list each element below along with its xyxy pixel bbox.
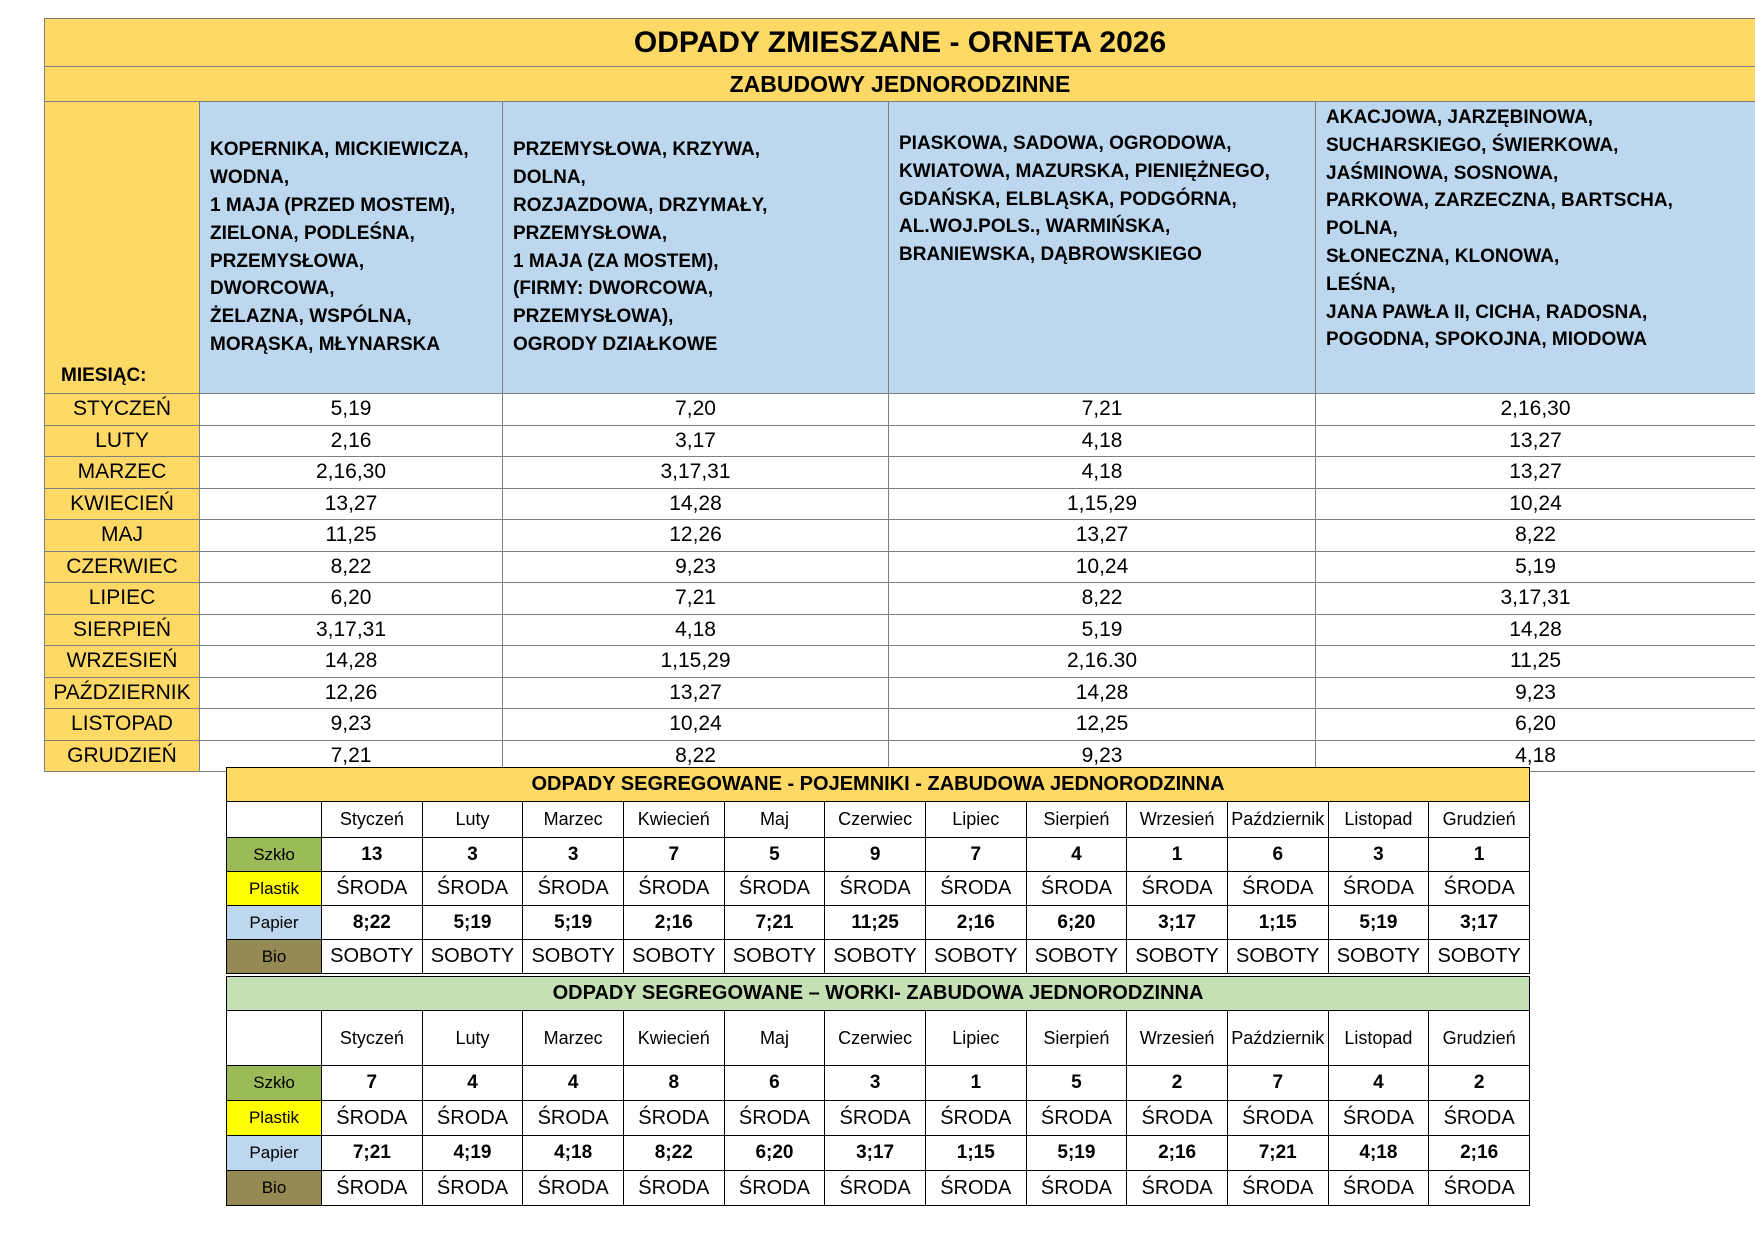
collection-dates-cell: 8,22 (503, 740, 889, 772)
collection-day-cell: ŚRODA (925, 1171, 1026, 1206)
street-line: ŻELAZNA, WSPÓLNA, (210, 306, 412, 328)
collection-day-cell: 2 (1127, 1066, 1228, 1101)
collection-day-cell: ŚRODA (724, 872, 825, 906)
collection-dates-cell: 12,25 (889, 709, 1316, 741)
month-row (45, 583, 1755, 615)
collection-day-cell: ŚRODA (322, 1171, 423, 1206)
mixed-waste-schedule-table (44, 18, 1755, 772)
collection-day-cell: 4;18 (1328, 1136, 1429, 1171)
collection-day-cell: 4 (422, 1066, 523, 1101)
month-row (45, 646, 1755, 678)
street-line: ZIELONA, PODLEŚNA, (210, 222, 415, 244)
collection-dates-cell: 3,17 (503, 425, 889, 457)
street-line: WODNA, (210, 167, 290, 189)
month-name: CZERWIEC (45, 551, 200, 583)
collection-day-cell: ŚRODA (422, 1101, 523, 1136)
street-line: PRZEMYSŁOWA, (210, 250, 365, 272)
collection-dates-cell: 9,23 (889, 740, 1316, 772)
collection-dates-cell: 13,27 (889, 520, 1316, 552)
collection-dates-cell: 5,19 (1316, 551, 1755, 583)
collection-day-cell: 6 (1227, 838, 1328, 872)
collection-day-cell: ŚRODA (1026, 1101, 1127, 1136)
collection-day-cell: ŚRODA (1127, 1171, 1228, 1206)
collection-dates-cell: 1,15,29 (889, 488, 1316, 520)
street-line: OGRODY DZIAŁKOWE (513, 333, 718, 355)
month-row (45, 677, 1755, 709)
collection-day-cell: 6;20 (724, 1136, 825, 1171)
month-row (45, 520, 1755, 552)
collection-dates-cell: 8,22 (200, 551, 503, 583)
collection-day-cell: 2 (1429, 1066, 1530, 1101)
month-row (45, 457, 1755, 489)
collection-day-cell: 7 (322, 1066, 423, 1101)
month-row (45, 709, 1755, 741)
collection-day-cell: SOBOTY (825, 940, 926, 974)
waste-type-label: Papier (227, 906, 322, 940)
collection-day-cell: ŚRODA (523, 872, 624, 906)
month-header: Lipiec (925, 1011, 1026, 1066)
collection-day-cell: 3 (1328, 838, 1429, 872)
collection-day-cell: 1;15 (1227, 906, 1328, 940)
collection-day-cell: 7;21 (724, 906, 825, 940)
collection-day-cell: ŚRODA (1429, 1101, 1530, 1136)
waste-type-label: Papier (227, 1136, 322, 1171)
collection-day-cell: SOBOTY (1429, 940, 1530, 974)
collection-day-cell: ŚRODA (1026, 872, 1127, 906)
street-line: DOLNA, (513, 167, 586, 189)
collection-dates-cell: 10,24 (1316, 488, 1755, 520)
collection-day-cell: ŚRODA (322, 1101, 423, 1136)
collection-day-cell: 6 (724, 1066, 825, 1101)
collection-day-cell: 4;18 (523, 1136, 624, 1171)
segregated-containers-title: ODPADY SEGREGOWANE - POJEMNIKI - ZABUDOWA JEDNORODZINNA (227, 768, 1530, 802)
streets-column-3 (889, 102, 1316, 394)
collection-dates-cell: 12,26 (200, 677, 503, 709)
collection-day-cell: SOBOTY (1026, 940, 1127, 974)
collection-day-cell: ŚRODA (422, 872, 523, 906)
collection-day-cell: ŚRODA (1227, 1171, 1328, 1206)
collection-day-cell: 8;22 (322, 906, 423, 940)
collection-day-cell: 4 (523, 1066, 624, 1101)
month-name: MARZEC (45, 457, 200, 489)
street-line: 1 MAJA (PRZED MOSTEM), (210, 194, 456, 216)
collection-dates-cell: 9,23 (503, 551, 889, 583)
collection-dates-cell: 5,19 (889, 614, 1316, 646)
collection-day-cell: 2;16 (1127, 1136, 1228, 1171)
segregated-containers-table (226, 767, 1530, 974)
collection-day-cell: ŚRODA (1127, 872, 1228, 906)
month-header: Grudzień (1429, 802, 1530, 838)
month-column-header: MIESIĄC: (45, 102, 200, 394)
collection-day-cell: ŚRODA (825, 872, 926, 906)
waste-type-row (227, 1066, 1530, 1101)
collection-dates-cell: 7,21 (889, 394, 1316, 426)
waste-type-label: Szkło (227, 838, 322, 872)
street-line: POGODNA, SPOKOJNA, MIODOWA (1326, 329, 1647, 351)
street-line: DWORCOWA, (210, 278, 335, 300)
collection-day-cell: ŚRODA (1429, 1171, 1530, 1206)
collection-day-cell: 2;16 (925, 906, 1026, 940)
collection-dates-cell: 11,25 (1316, 646, 1755, 678)
streets-column-2 (503, 102, 889, 394)
collection-day-cell: ŚRODA (623, 872, 724, 906)
collection-day-cell: 2;16 (1429, 1136, 1530, 1171)
waste-type-label: Szkło (227, 1066, 322, 1101)
month-header: Czerwiec (825, 1011, 926, 1066)
waste-type-row (227, 940, 1530, 974)
street-line: JAŚMINOWA, SOSNOWA, (1326, 162, 1559, 184)
collection-day-cell: ŚRODA (1227, 872, 1328, 906)
collection-day-cell: 4;19 (422, 1136, 523, 1171)
collection-day-cell: SOBOTY (422, 940, 523, 974)
page-title: ODPADY ZMIESZANE - ORNETA 2026 (45, 19, 1755, 67)
collection-dates-cell: 6,20 (1316, 709, 1755, 741)
month-name: PAŹDZIERNIK (45, 677, 200, 709)
collection-dates-cell: 3,17,31 (1316, 583, 1755, 615)
collection-dates-cell: 6,20 (200, 583, 503, 615)
collection-day-cell: ŚRODA (825, 1101, 926, 1136)
month-name: GRUDZIEŃ (45, 740, 200, 772)
collection-day-cell: 13 (322, 838, 423, 872)
collection-dates-cell: 13,27 (503, 677, 889, 709)
month-row (45, 551, 1755, 583)
collection-dates-cell: 7,21 (200, 740, 503, 772)
collection-dates-cell: 2,16,30 (1316, 394, 1755, 426)
month-header: Październik (1227, 802, 1328, 838)
collection-dates-cell: 10,24 (503, 709, 889, 741)
street-line: (FIRMY: DWORCOWA, (513, 278, 714, 300)
collection-dates-cell: 5,19 (200, 394, 503, 426)
month-header: Listopad (1328, 1011, 1429, 1066)
collection-day-cell: ŚRODA (322, 872, 423, 906)
collection-day-cell: 7 (925, 838, 1026, 872)
collection-day-cell: 9 (825, 838, 926, 872)
street-line: GDAŃSKA, ELBLĄSKA, PODGÓRNA, (899, 188, 1237, 210)
month-header: Luty (422, 802, 523, 838)
collection-day-cell: 4 (1328, 1066, 1429, 1101)
street-line: JANA PAWŁA II, CICHA, RADOSNA, (1326, 301, 1648, 323)
month-row (45, 425, 1755, 457)
month-header: Maj (724, 802, 825, 838)
blank-header-cell (227, 1011, 322, 1066)
street-line: ROZJAZDOWA, DRZYMAŁY, (513, 194, 768, 216)
month-name: WRZESIEŃ (45, 646, 200, 678)
collection-day-cell: ŚRODA (1328, 1101, 1429, 1136)
month-header: Kwiecień (623, 802, 724, 838)
collection-day-cell: 3;17 (1429, 906, 1530, 940)
collection-day-cell: ŚRODA (1026, 1171, 1127, 1206)
month-header: Styczeń (322, 802, 423, 838)
collection-dates-cell: 9,23 (200, 709, 503, 741)
month-header: Listopad (1328, 802, 1429, 838)
collection-day-cell: ŚRODA (1127, 1101, 1228, 1136)
collection-day-cell: SOBOTY (1328, 940, 1429, 974)
street-line: PRZEMYSŁOWA, KRZYWA, (513, 139, 760, 161)
month-name: MAJ (45, 520, 200, 552)
collection-day-cell: 3 (825, 1066, 926, 1101)
collection-day-cell: 3 (523, 838, 624, 872)
collection-dates-cell: 14,28 (889, 677, 1316, 709)
collection-day-cell: 3;17 (825, 1136, 926, 1171)
collection-day-cell: 5 (724, 838, 825, 872)
collection-dates-cell: 2,16 (200, 425, 503, 457)
collection-dates-cell: 13,27 (200, 488, 503, 520)
collection-dates-cell: 8,22 (1316, 520, 1755, 552)
collection-dates-cell: 7,21 (503, 583, 889, 615)
month-header: Luty (422, 1011, 523, 1066)
month-header: Wrzesień (1127, 1011, 1228, 1066)
street-line: KWIATOWA, MAZURSKA, PIENIĘŻNEGO, (899, 160, 1270, 182)
month-row (45, 394, 1755, 426)
month-row (45, 488, 1755, 520)
collection-day-cell: 11;25 (825, 906, 926, 940)
month-header: Maj (724, 1011, 825, 1066)
collection-day-cell: 7;21 (322, 1136, 423, 1171)
waste-type-row (227, 1136, 1530, 1171)
waste-type-label: Bio (227, 1171, 322, 1206)
collection-day-cell: 2;16 (623, 906, 724, 940)
collection-dates-cell: 3,17,31 (200, 614, 503, 646)
street-line: SŁONECZNA, KLONOWA, (1326, 245, 1560, 267)
collection-dates-cell: 4,18 (1316, 740, 1755, 772)
street-line: PARKOWA, ZARZECZNA, BARTSCHA, (1326, 190, 1673, 212)
month-row (45, 614, 1755, 646)
waste-type-row (227, 838, 1530, 872)
collection-day-cell: SOBOTY (523, 940, 624, 974)
street-line: PRZEMYSŁOWA, (513, 222, 668, 244)
month-header: Sierpień (1026, 1011, 1127, 1066)
collection-day-cell: SOBOTY (1227, 940, 1328, 974)
collection-day-cell: 5;19 (422, 906, 523, 940)
month-header: Kwiecień (623, 1011, 724, 1066)
collection-dates-cell: 4,18 (503, 614, 889, 646)
collection-day-cell: SOBOTY (1127, 940, 1228, 974)
month-header: Wrzesień (1127, 802, 1228, 838)
waste-type-label: Plastik (227, 872, 322, 906)
collection-day-cell: 1 (1429, 838, 1530, 872)
collection-dates-cell: 11,25 (200, 520, 503, 552)
collection-day-cell: 4 (1026, 838, 1127, 872)
collection-day-cell: 5 (1026, 1066, 1127, 1101)
collection-day-cell: 7 (1227, 1066, 1328, 1101)
collection-day-cell: ŚRODA (1429, 872, 1530, 906)
month-header: Sierpień (1026, 802, 1127, 838)
collection-day-cell: ŚRODA (724, 1101, 825, 1136)
collection-dates-cell: 8,22 (889, 583, 1316, 615)
collection-day-cell: ŚRODA (523, 1101, 624, 1136)
collection-dates-cell: 9,23 (1316, 677, 1755, 709)
collection-dates-cell: 7,20 (503, 394, 889, 426)
collection-dates-cell: 13,27 (1316, 425, 1755, 457)
collection-day-cell: 5;19 (1328, 906, 1429, 940)
collection-day-cell: 3;17 (1127, 906, 1228, 940)
month-header: Październik (1227, 1011, 1328, 1066)
collection-dates-cell: 13,27 (1316, 457, 1755, 489)
month-name: LIPIEC (45, 583, 200, 615)
collection-day-cell: 1 (925, 1066, 1026, 1101)
collection-dates-cell: 4,18 (889, 425, 1316, 457)
collection-dates-cell: 14,28 (200, 646, 503, 678)
month-name: LISTOPAD (45, 709, 200, 741)
month-name: SIERPIEŃ (45, 614, 200, 646)
street-line: POLNA, (1326, 218, 1398, 240)
collection-dates-cell: 14,28 (1316, 614, 1755, 646)
collection-day-cell: ŚRODA (825, 1171, 926, 1206)
month-header-row (227, 1011, 1530, 1066)
collection-day-cell: ŚRODA (724, 1171, 825, 1206)
page-subtitle: ZABUDOWY JEDNORODZINNE (45, 67, 1755, 102)
month-header: Lipiec (925, 802, 1026, 838)
waste-type-row (227, 872, 1530, 906)
collection-day-cell: 1 (1127, 838, 1228, 872)
collection-day-cell: 8 (623, 1066, 724, 1101)
street-line: PIASKOWA, SADOWA, OGRODOWA, (899, 133, 1232, 154)
collection-day-cell: SOBOTY (322, 940, 423, 974)
month-header: Grudzień (1429, 1011, 1530, 1066)
collection-day-cell: 5;19 (1026, 1136, 1127, 1171)
collection-dates-cell: 12,26 (503, 520, 889, 552)
waste-type-label: Plastik (227, 1101, 322, 1136)
collection-dates-cell: 2,16,30 (200, 457, 503, 489)
street-line: LEŚNA, (1326, 273, 1396, 295)
collection-dates-cell: 4,18 (889, 457, 1316, 489)
collection-day-cell: ŚRODA (623, 1171, 724, 1206)
collection-day-cell: ŚRODA (1328, 1171, 1429, 1206)
collection-day-cell: ŚRODA (523, 1171, 624, 1206)
collection-day-cell: 6;20 (1026, 906, 1127, 940)
collection-day-cell: ŚRODA (623, 1101, 724, 1136)
streets-column-4 (1316, 102, 1755, 394)
collection-day-cell: SOBOTY (925, 940, 1026, 974)
collection-day-cell: ŚRODA (1328, 872, 1429, 906)
collection-day-cell: SOBOTY (724, 940, 825, 974)
segregated-bags-table (226, 976, 1530, 1206)
collection-dates-cell: 3,17,31 (503, 457, 889, 489)
month-name: LUTY (45, 425, 200, 457)
street-line: KOPERNIKA, MICKIEWICZA, (210, 139, 469, 161)
collection-dates-cell: 2,16.30 (889, 646, 1316, 678)
collection-dates-cell: 1,15,29 (503, 646, 889, 678)
month-header-row (227, 802, 1530, 838)
street-line: SUCHARSKIEGO, ŚWIERKOWA, (1326, 134, 1619, 156)
waste-type-label: Bio (227, 940, 322, 974)
month-header: Marzec (523, 802, 624, 838)
collection-dates-cell: 10,24 (889, 551, 1316, 583)
blank-header-cell (227, 802, 322, 838)
street-line: AKACJOWA, JARZĘBINOWA, (1326, 107, 1594, 128)
month-name: STYCZEŃ (45, 394, 200, 426)
street-line: 1 MAJA (ZA MOSTEM), (513, 250, 719, 272)
streets-column-1 (200, 102, 503, 394)
segregated-bags-title: ODPADY SEGREGOWANE – WORKI- ZABUDOWA JEDNORODZINNA (227, 977, 1530, 1011)
collection-day-cell: ŚRODA (925, 1101, 1026, 1136)
street-line: PRZEMYSŁOWA), (513, 306, 674, 328)
waste-type-row (227, 906, 1530, 940)
collection-day-cell: SOBOTY (623, 940, 724, 974)
collection-day-cell: ŚRODA (1227, 1101, 1328, 1136)
waste-type-row (227, 1171, 1530, 1206)
month-name: KWIECIEŃ (45, 488, 200, 520)
month-header: Marzec (523, 1011, 624, 1066)
collection-day-cell: 7;21 (1227, 1136, 1328, 1171)
collection-day-cell: 7 (623, 838, 724, 872)
collection-day-cell: 8;22 (623, 1136, 724, 1171)
street-line: AL.WOJ.POLS., WARMIŃSKA, (899, 216, 1171, 238)
collection-day-cell: ŚRODA (925, 872, 1026, 906)
month-header: Styczeń (322, 1011, 423, 1066)
month-header: Czerwiec (825, 802, 926, 838)
collection-day-cell: 1;15 (925, 1136, 1026, 1171)
street-line: MORĄSKA, MŁYNARSKA (210, 333, 441, 355)
waste-type-row (227, 1101, 1530, 1136)
collection-day-cell: 5;19 (523, 906, 624, 940)
collection-dates-cell: 14,28 (503, 488, 889, 520)
collection-day-cell: 3 (422, 838, 523, 872)
street-line: BRANIEWSKA, DĄBROWSKIEGO (899, 244, 1202, 266)
collection-day-cell: ŚRODA (422, 1171, 523, 1206)
